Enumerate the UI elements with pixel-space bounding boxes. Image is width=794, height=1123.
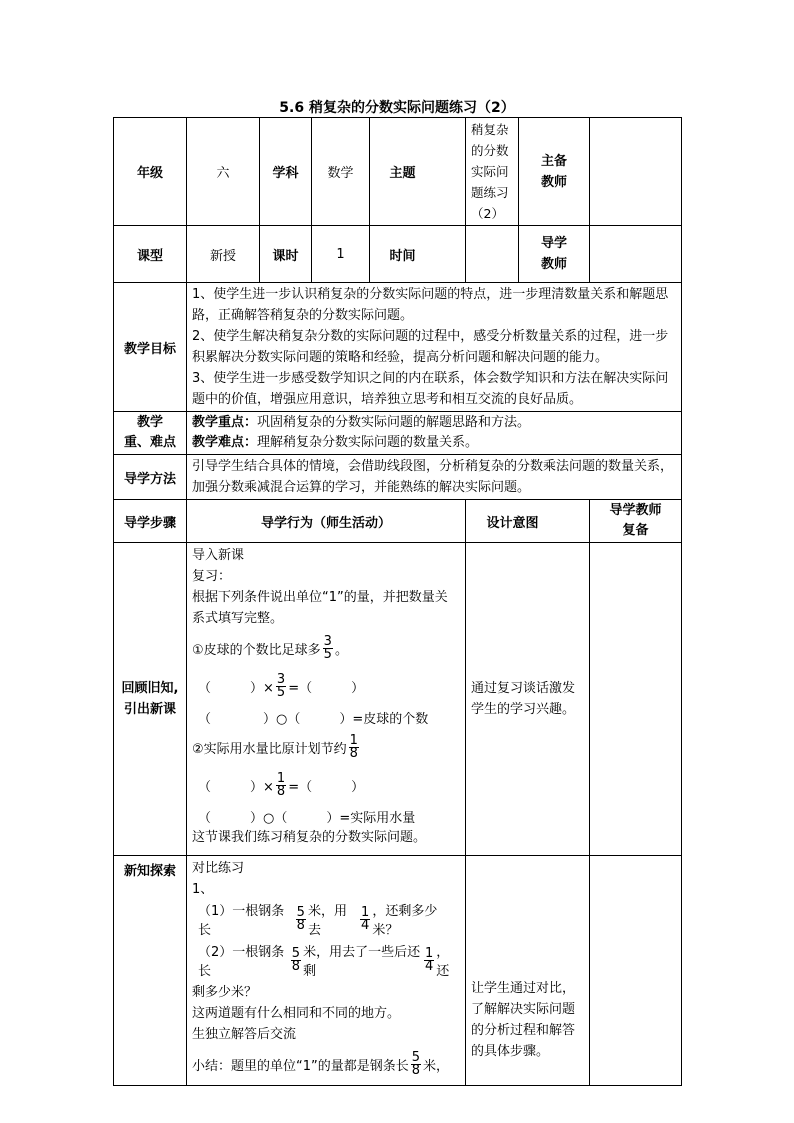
fraction-5-8-c: $\frac{5}{8}$ <box>411 1049 421 1078</box>
prep-label-2: 复备 <box>622 523 649 538</box>
fraction-1-4-b: $\frac{1}{4}$ <box>424 945 434 974</box>
subject-label: 学科 <box>260 118 312 226</box>
goals-text: 1、使学生进一步认识稍复杂的分数实际问题的特点，进一步理清数量关系和解题思路，正确解答稍复杂的分数实际问题。 2、使学生解决稍复杂分数的实际问题的过程中，感受分析数量关系的过程，进一步积累解决分数实际问题的策略和经验，提高分析问题和解决问题的能力。 3、使学生进一步感受数学知识之间的内在联系，体会数学知识和方法在解决实际问题中的价值，增强应用意识，培养独立思考和相互交流的良好品质。 <box>187 283 682 412</box>
steps-header-row <box>114 500 682 543</box>
key-points-label <box>114 412 187 455</box>
goals-label: 教学目标 <box>114 283 187 412</box>
info-row-1 <box>114 118 682 226</box>
review-activity <box>187 543 466 856</box>
review-label-2: 引出新课 <box>123 702 176 717</box>
steps-header-activity: 导学行为（师生活动） <box>187 500 466 543</box>
key-points-text <box>187 412 682 455</box>
lead-teacher-value <box>590 118 682 226</box>
key-points-label-2: 重、难点 <box>123 435 176 450</box>
review-q1: ①皮球的个数比足球多 $\frac{3}{5}$ 。 <box>192 633 348 662</box>
topic-value: 稍复杂的分数实际问题练习（2） <box>466 118 519 226</box>
review-q2-eq2: （ ）○（ ）=实际用水量 <box>198 810 416 826</box>
explore-summary: 小结：题里的单位“1”的量都是钢条长 $\frac{5}{8}$ 米， <box>192 1049 450 1078</box>
explore-problem-2: （2）一根钢条长 $\frac{5}{8}$ 米，用去了一些后还剩 $\frac{1}{4}$ ，还 <box>198 945 450 979</box>
key-points-label-1: 教学 <box>136 415 163 430</box>
difficulty-label: 教学难点： <box>192 435 258 450</box>
time-label: 时间 <box>370 226 466 283</box>
steps-header-intent: 设计意图 <box>466 500 590 543</box>
fraction-3-5: $\frac{3}{5}$ <box>323 633 332 662</box>
review-intent: 通过复习谈话激发学生的学习兴趣。 <box>466 543 590 856</box>
period-label: 课时 <box>260 226 312 283</box>
fraction-1-8-eq: $\frac{1}{8}$ <box>276 770 286 799</box>
info-row-2 <box>114 226 682 283</box>
explore-num: 1、 <box>192 882 214 897</box>
fraction-5-8-b: $\frac{5}{8}$ <box>291 945 301 974</box>
fraction-1-4: $\frac{1}{4}$ <box>361 904 370 933</box>
explore-heading: 对比练习 <box>192 861 245 876</box>
review-q2: ②实际用水量比原计划节约 $\frac{1}{8}$ <box>192 732 358 761</box>
subject-value: 数学 <box>312 118 370 226</box>
type-value: 新授 <box>187 226 260 283</box>
fraction-5-8: $\frac{5}{8}$ <box>296 904 305 933</box>
goals-row <box>114 283 682 412</box>
explore-problem-1: （1）一根钢条长 $\frac{5}{8}$ 米，用去 $\frac{1}{4}$ ，还剩多少米？ <box>198 904 438 938</box>
method-label: 导学方法 <box>114 455 187 500</box>
explore-compare: 这两道题有什么相同和不同的地方。 <box>192 1006 401 1021</box>
topic-label: 主题 <box>370 118 466 226</box>
explore-label: 新知探索 <box>114 856 187 1086</box>
method-row <box>114 455 682 500</box>
review-review: 复习： <box>192 569 232 584</box>
explore-activity <box>187 856 466 1086</box>
review-q1-eq1: （ ）× $\frac{3}{5}$ =（ ） <box>198 671 365 700</box>
lesson-plan-table <box>113 117 682 1086</box>
steps-header-prep <box>590 500 682 543</box>
prep-label-1: 导学教师 <box>609 503 662 518</box>
guide-teacher-label: 导学教师 <box>519 226 590 283</box>
type-label: 课型 <box>114 226 187 283</box>
review-label <box>114 543 187 856</box>
lead-teacher-label: 主备教师 <box>519 118 590 226</box>
guide-teacher-value <box>590 226 682 283</box>
period-value: 1 <box>312 226 370 283</box>
difficulty-text: 理解稍复杂分数实际问题的数量关系。 <box>257 435 479 450</box>
fraction-3-5-eq: $\frac{3}{5}$ <box>276 671 286 700</box>
key-point-text: 巩固稍复杂的分数实际问题的解题思路和方法。 <box>257 415 531 430</box>
grade-value: 六 <box>187 118 260 226</box>
key-points-row <box>114 412 682 455</box>
explore-intent: 让学生通过对比，了解解决实际问题的分析过程和解答的具体步骤。 <box>466 856 590 1086</box>
review-row <box>114 543 682 856</box>
review-q2-eq1: （ ）× $\frac{1}{8}$ =（ ） <box>198 770 365 799</box>
fraction-1-8: $\frac{1}{8}$ <box>349 732 358 761</box>
method-text: 引导学生结合具体的情境，会借助线段图，分析稍复杂的分数乘法问题的数量关系，加强分数乘减混合运算的学习，并能熟练的解决实际问题。 <box>187 455 682 500</box>
steps-header-step: 导学步骤 <box>114 500 187 543</box>
grade-label: 年级 <box>114 118 187 226</box>
key-point-label: 教学重点： <box>192 415 258 430</box>
explore-row <box>114 856 682 1086</box>
review-intro: 导入新课 <box>192 548 245 563</box>
explore-problem-2-cont: 剩多少米？ <box>192 985 258 1000</box>
review-q1-eq2: （ ）○（ ）=皮球的个数 <box>198 711 429 727</box>
review-instruction: 根据下列条件说出单位“1”的量，并把数量关系式填写完整。 <box>192 590 448 626</box>
review-closing: 这节课我们练习稍复杂的分数实际问题。 <box>192 830 427 845</box>
time-value <box>466 226 519 283</box>
review-prep <box>590 543 682 856</box>
page-title: 5.6 稍复杂的分数实际问题练习（2） <box>279 100 515 116</box>
review-label-1: 回顾旧知, <box>121 681 179 696</box>
explore-solve: 生独立解答后交流 <box>192 1027 297 1042</box>
explore-prep <box>590 856 682 1086</box>
